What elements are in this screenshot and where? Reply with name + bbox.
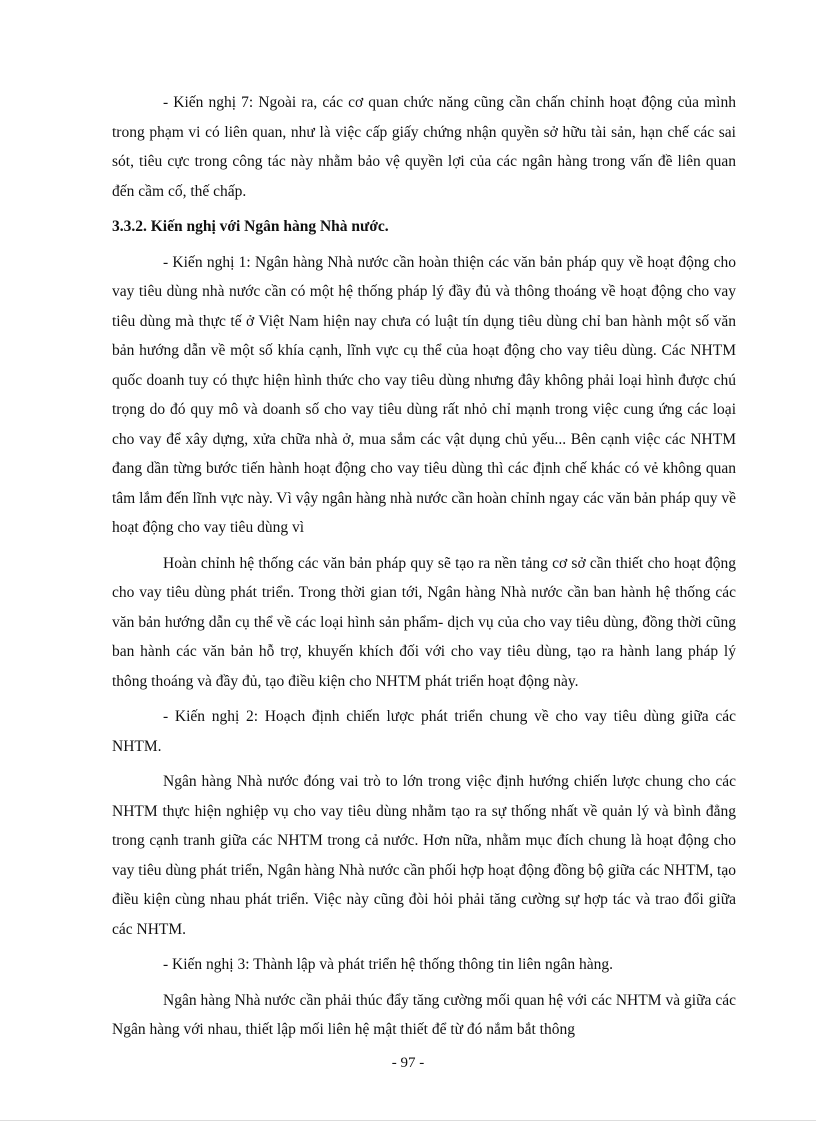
paragraph-information-system: Ngân hàng Nhà nước cần phải thúc đẩy tăng cường mối quan hệ với các NHTM và giữa các Ngân hàng với nhau, thiết lập mối liên hệ mật thiết để từ đó nắm bắt thông bbox=[112, 991, 736, 1038]
paragraph-recommendation-1: - Kiến nghị 1: Ngân hàng Nhà nước cần hoàn thiện các văn bản pháp quy về hoạt động cho vay tiêu dùng nhà nước cần có một hệ thống pháp lý đầy đủ và thông thoáng về hoạt động cho vay tiêu dùng mà thực tế ở Việt Nam hiện nay chưa có luật tín dụng tiêu dùng chỉ ban hành một số văn bản hướng dẫn về một số khía cạnh, lĩnh vực cụ thể của hoạt động cho vay tiêu dùng. Các NHTM quốc doanh tuy có thực hiện hình thức cho vay tiêu dùng nhưng đây không phải loại hình được chú trọng do đó quy mô và doanh số cho vay tiêu dùng rất nhỏ chỉ mạnh trong việc cung ứng các loại cho vay để xây dựng, xửa chữa nhà ở, mua sắm các vật dụng chủ yếu... Bên cạnh việc các NHTM đang dần từng bước tiến hành hoạt động cho vay tiêu dùng thì các định chế khác có vẻ không quan tâm lắm đến lĩnh vực này. Vì vậy ngân hàng nhà nước cần hoàn chỉnh ngay các văn bản pháp quy về hoạt động cho vay tiêu dùng vì bbox=[112, 253, 736, 536]
paragraph-recommendation-3: - Kiến nghị 3: Thành lập và phát triển hệ thống thông tin liên ngân hàng. bbox=[163, 956, 613, 973]
page-bottom-edge bbox=[0, 1120, 816, 1121]
paragraph-strategy: Ngân hàng Nhà nước đóng vai trò to lớn trong việc định hướng chiến lược chung cho các NHTM thực hiện nghiệp vụ cho vay tiêu dùng nhằm tạo ra sự thống nhất về quản lý và bình đẳng trong cạnh tranh giữa các NHTM trong cả nước. Hơn nữa, nhằm mục đích chung là hoạt động cho vay tiêu dùng phát triển, Ngân hàng Nhà nước cần phối hợp hoạt động đồng bộ giữa các NHTM, tạo điều kiện cùng nhau phát triển. Việc này cũng đòi hỏi phải tăng cường sự hợp tác và trao đổi giữa các NHTM. bbox=[112, 773, 736, 938]
paragraph-recommendation-7: - Kiến nghị 7: Ngoài ra, các cơ quan chức năng cũng cần chấn chỉnh hoạt động của mình trong phạm vi có liên quan, như là việc cấp giấy chứng nhận quyền sở hữu tài sản, hạn chế các sai sót, tiêu cực trong công tác này nhằm bảo vệ quyền lợi của các ngân hàng trong vấn đề liên quan đến cầm cố, thế chấp. bbox=[112, 94, 736, 200]
page-number: - 97 - bbox=[391, 1055, 425, 1071]
paragraph-recommendation-2: - Kiến nghị 2: Hoạch định chiến lược phát triển chung về cho vay tiêu dùng giữa các NHTM. bbox=[112, 708, 736, 755]
document-body bbox=[112, 88, 736, 1051]
paragraph-legal-framework: Hoàn chỉnh hệ thống các văn bản pháp quy sẽ tạo ra nền tảng cơ sở cần thiết cho hoạt động cho vay tiêu dùng phát triển. Trong thời gian tới, Ngân hàng Nhà nước cần ban hành hệ thống các văn bản hướng dẫn cụ thể về các loại hình sản phẩm- dịch vụ của cho vay tiêu dùng, đồng thời cũng ban hành các văn bản hỗ trợ, khuyến khích đối với cho vay tiêu dùng, tạo ra hành lang pháp lý thông thoáng và đầy đủ, tạo điều kiện cho NHTM phát triển hoạt động này. bbox=[112, 554, 736, 690]
section-heading-3-3-2: 3.3.2. Kiến nghị với Ngân hàng Nhà nước. bbox=[112, 218, 389, 235]
